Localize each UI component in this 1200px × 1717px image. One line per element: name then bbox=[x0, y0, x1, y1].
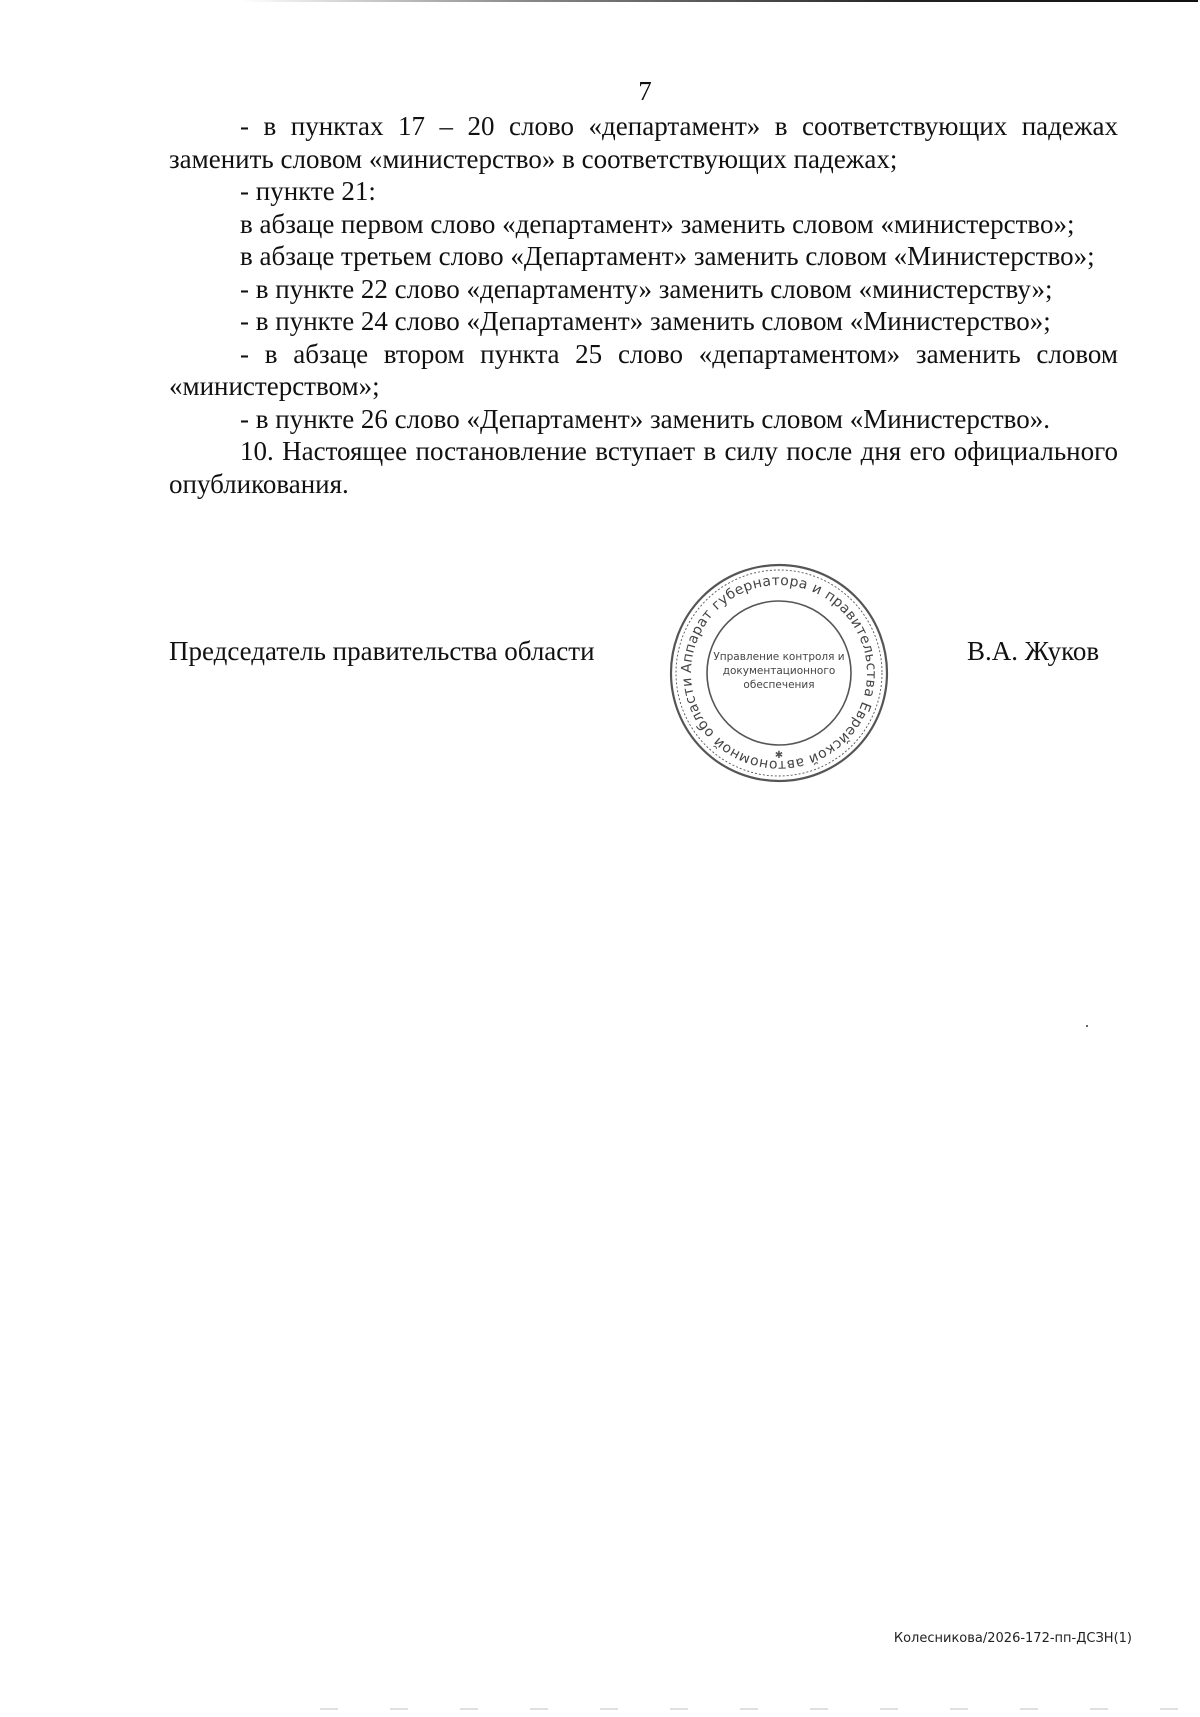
scan-bottom-noise bbox=[320, 1708, 1180, 1710]
scan-edge-line bbox=[240, 0, 1198, 2]
paragraph: - в абзаце втором пункта 25 слово «департаментом» заменить словом «министерством»; bbox=[169, 338, 1118, 401]
signatory-title: Председатель правительства области bbox=[169, 636, 595, 666]
paragraph: в абзаце первом слово «департамент» заменить словом «министерство»; bbox=[240, 208, 1075, 239]
paragraph: - пункте 21: bbox=[240, 176, 376, 206]
seal-inner-line-3: обеспечения bbox=[743, 679, 815, 691]
paragraph: в абзаце третьем слово «Департамент» заменить словом «Министерство»; bbox=[240, 241, 1095, 271]
official-seal-stamp bbox=[664, 558, 894, 788]
seal-outer-text: Аппарат губернатора и правительства Еврейской автономной области bbox=[678, 572, 880, 774]
paragraph: - в пунктах 17 – 20 слово «департамент» в соответствующих падежах заменить словом «министерство» в соответствующих падежах; bbox=[169, 111, 1118, 174]
seal-inner-line-1: Управление контроля и bbox=[713, 651, 845, 663]
paragraph: - в пункте 26 слово «Департамент» заменить словом «Министерство». bbox=[240, 403, 1050, 434]
page-number: 7 bbox=[638, 76, 652, 106]
paragraph: - в пункте 24 слово «Департамент» заменить словом «Министерство»; bbox=[240, 306, 1051, 336]
document-registration-code: Колесникова/2026-172-пп-ДСЗН(1) bbox=[893, 1631, 1132, 1646]
signature-block bbox=[169, 636, 1118, 676]
paragraph: 10. Настоящее постановление вступает в силу после дня его официального опубликования. bbox=[169, 436, 1118, 499]
scan-speck bbox=[1086, 1025, 1088, 1027]
paragraph: - в пункте 22 слово «департаменту» заменить словом «министерству»; bbox=[240, 273, 1053, 304]
document-body bbox=[169, 110, 1118, 500]
seal-star-icon: ✱ bbox=[774, 750, 784, 761]
seal-graphic bbox=[664, 558, 894, 788]
signatory-name: В.А. Жуков bbox=[967, 636, 1100, 666]
seal-inner-line-2: документационного bbox=[722, 665, 836, 677]
